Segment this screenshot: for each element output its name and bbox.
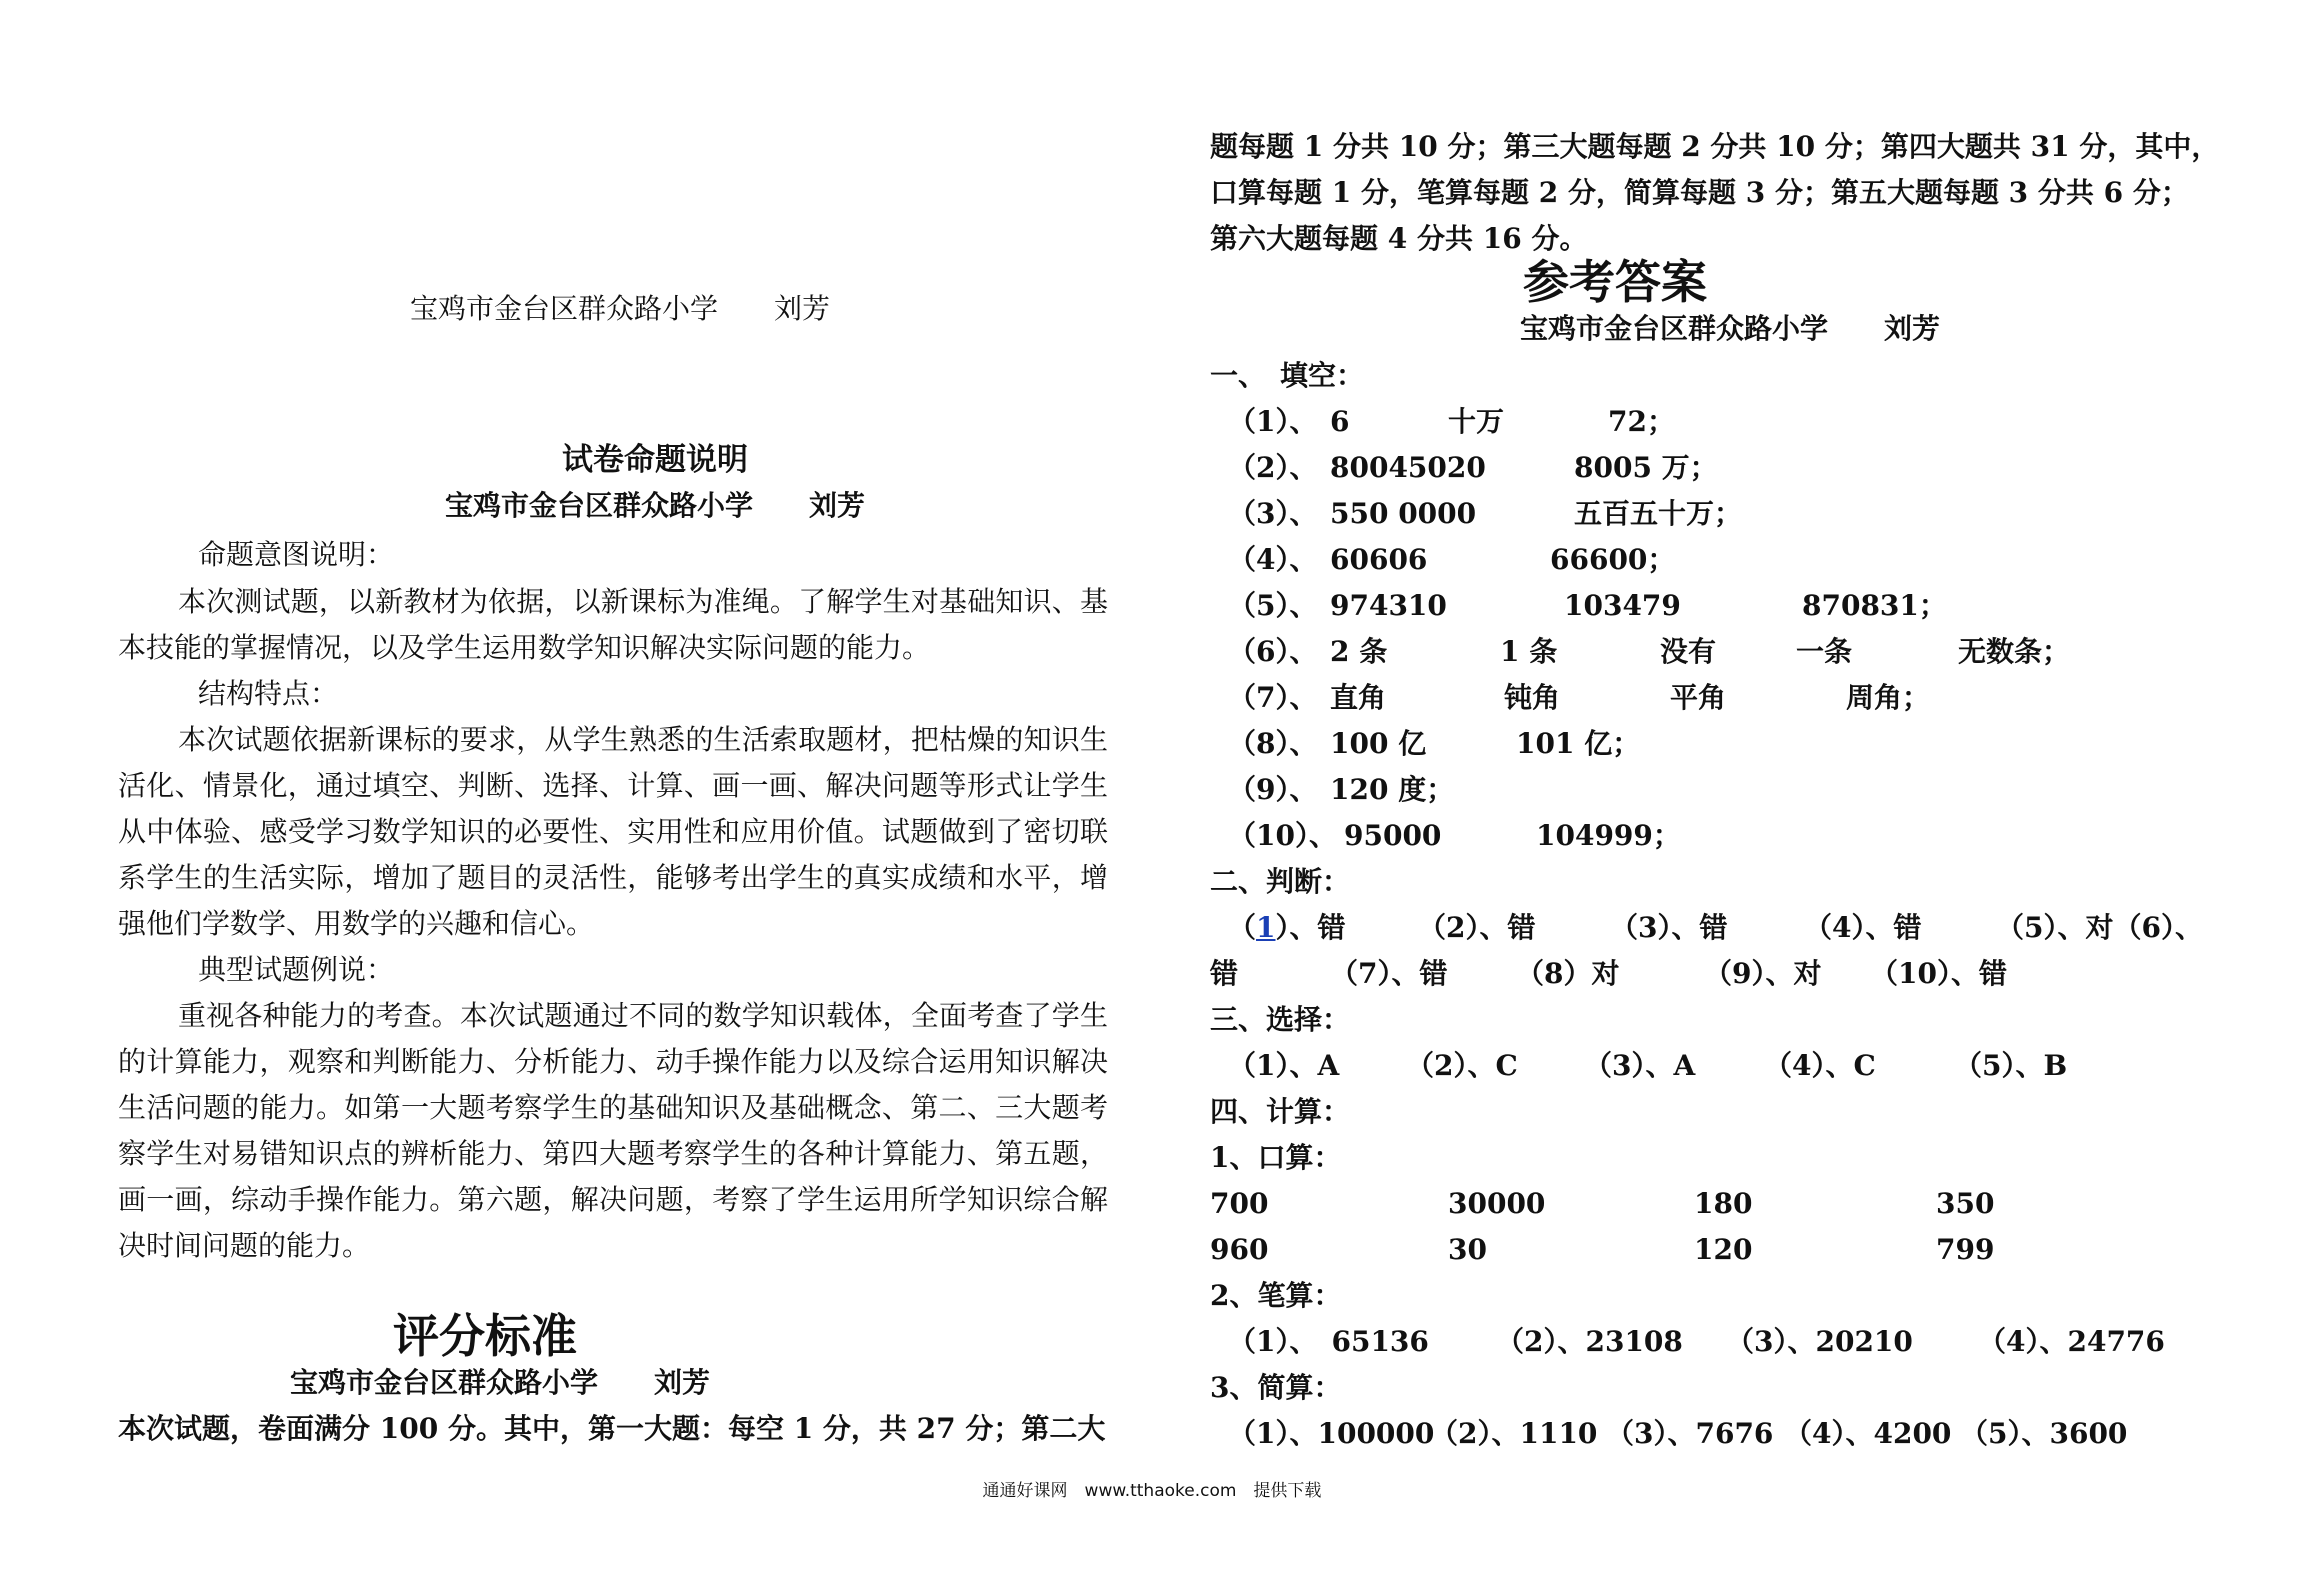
- calc-heading: 四、计算：: [1210, 1095, 1351, 1128]
- structure-paragraph: 本次试题依据新课标的要求，从学生熟悉的生活索取题材，把枯燥的知识生活化、情景化，通过填空、判断、选择、计算、画一画、解决问题等形式让学生从中体验、感受学习数学知识的必要性、实用性和应用价值。试题做到了密切联系学生的生活实际，增加了题目的灵活性，能够考出学生的真实成绩和水平，增强他们学数学、用数学的兴趣和信心。: [118, 723, 1108, 940]
- header-author: 宝鸡市金台区群众路小学 刘芳: [409, 292, 830, 325]
- written-heading: 2、笔算：: [1210, 1279, 1342, 1312]
- footer-credit: 通通好课网 www.tthaoke.com 提供下载: [982, 1481, 1322, 1501]
- intent-heading: 命题意图说明：: [198, 538, 395, 571]
- section-title-exam-notes: 试卷命题说明: [562, 442, 748, 478]
- judge-heading: 二、判断：: [1210, 865, 1351, 898]
- scoring-text-cont-1: 题每题 1 分共 10 分；第三大题每题 2 分共 10 分；第四大题共 31 分，其中，: [1210, 130, 2220, 163]
- section-author: 宝鸡市金台区群众路小学 刘芳: [444, 489, 865, 522]
- structure-heading: 结构特点：: [198, 677, 339, 710]
- example-heading: 典型试题例说：: [198, 953, 395, 986]
- choice-heading: 三、选择：: [1210, 1003, 1351, 1036]
- scoring-text-cont-2: 口算每题 1 分，笔算每题 2 分，简算每题 3 分；第五大题每题 3 分共 6 分；: [1210, 176, 2189, 209]
- example-paragraph: 重视各种能力的考查。本次试题通过不同的数学知识载体，全面考查了学生的计算能力，观察和判断能力、分析能力、动手操作能力以及综合运用知识解决生活问题的能力。如第一大题考察学生的基础知识及基础概念、第二、三大题考察学生对易错知识点的辨析能力、第四大题考察学生的各种计算能力、第五题，画一画，综动手操作能力。第六题，解决问题，考察了学生运用所学知识综合解决时间问题的能力。: [118, 999, 1108, 1262]
- answer-link[interactable]: 1: [1256, 911, 1276, 944]
- section-title-scoring: 评分标准: [393, 1309, 577, 1363]
- fill-heading: 一、 填空：: [1210, 359, 1365, 392]
- oral-heading: 1、口算：: [1210, 1141, 1342, 1174]
- scoring-author: 宝鸡市金台区群众路小学 刘芳: [289, 1366, 710, 1399]
- answers-author: 宝鸡市金台区群众路小学 刘芳: [1519, 312, 1940, 345]
- scoring-text-start: 本次试题，卷面满分 100 分。其中，第一大题：每空 1 分，共 27 分；第二大: [118, 1412, 1106, 1445]
- simple-heading: 3、简算：: [1210, 1371, 1342, 1404]
- scoring-text-cont-3: 第六大题每题 4 分共 16 分。: [1210, 222, 1588, 255]
- intent-paragraph: 本次测试题，以新教材为依据，以新课标为准绳。了解学生对基础知识、基本技能的掌握情况，以及学生运用数学知识解决实际问题的能力。: [118, 585, 1108, 664]
- answers-title: 参考答案: [1523, 255, 1707, 309]
